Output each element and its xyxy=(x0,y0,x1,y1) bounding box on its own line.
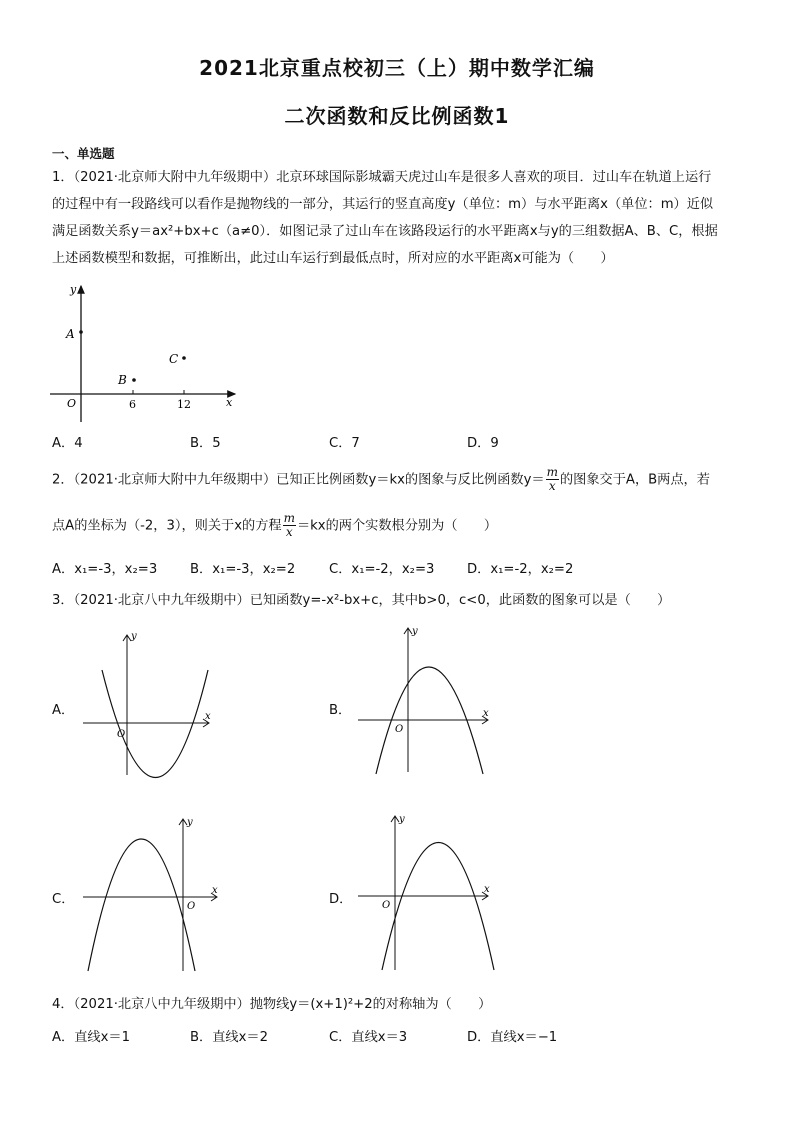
q4-option-b: B．直线x＝2 xyxy=(190,1030,268,1045)
q2-fraction-2-den: x xyxy=(285,525,293,539)
q3-graph-a xyxy=(75,625,225,785)
q1-line-4: 上述函数模型和数据，可推断出，此过山车运行到最低点时，所对应的水平距离x可能为（ ） xyxy=(52,251,614,266)
q3c-y-label: y xyxy=(187,817,193,828)
q3-graph-c xyxy=(75,815,225,975)
q1-option-b: B．5 xyxy=(190,436,221,451)
q2-line-2 xyxy=(52,512,497,539)
q3-question: 3．（2021·北京八中九年级期中）已知函数y=-x²-bx+c，其中b>0，c<0，此函数的图象可以是（ ） xyxy=(52,593,671,608)
q1-point-b xyxy=(132,378,136,382)
q1-option-a: A．4 xyxy=(52,436,83,451)
q3a-origin-label: O xyxy=(117,729,126,740)
q2-option-c: C．x₁=-2，x₂=3 xyxy=(329,562,435,577)
q1-point-b-label: B xyxy=(118,373,127,387)
q1-figure xyxy=(45,280,245,425)
section-label: 一、单选题 xyxy=(52,146,115,161)
q4-option-d: D．直线x＝−1 xyxy=(467,1030,558,1045)
q1-origin-label: O xyxy=(67,397,77,410)
q2-fraction-2 xyxy=(283,512,296,539)
q3c-x-label: x xyxy=(212,885,218,896)
q3b-origin-label: O xyxy=(395,724,404,735)
q1-tick-12-label: 12 xyxy=(177,398,191,411)
q1-line-1: 1．（2021·北京师大附中九年级期中）北京环球国际影城霸天虎过山车是很多人喜欢的项目．过山车在轨道上运行 xyxy=(52,170,712,185)
q3b-x-label: x xyxy=(483,708,489,719)
q4-option-a: A．直线x＝1 xyxy=(52,1030,130,1045)
q2-fraction-2-num: m xyxy=(283,511,295,525)
q1-option-c: C．7 xyxy=(329,436,360,451)
q2-text-3: 点A的坐标为（-2，3），则关于x的方程 xyxy=(52,518,282,534)
page-title: 2021北京重点校初三（上）期中数学汇编 xyxy=(199,56,595,80)
q1-x-label: x xyxy=(226,396,233,409)
q3-option-c: C． xyxy=(52,892,75,907)
q3-graph-d xyxy=(352,810,502,975)
q1-line-3: 满足函数关系y＝ax²+bx+c（a≠0）．如图记录了过山车在该路段运行的水平距离x与y的三组数据A、B、C，根据 xyxy=(52,224,718,239)
q2-option-d: D．x₁=-2，x₂=2 xyxy=(467,562,574,577)
q3-graph-b xyxy=(352,622,502,782)
q1-point-c xyxy=(182,356,186,360)
q2-text-1: 2．（2021·北京师大附中九年级期中）已知正比例函数y＝kx的图象与反比例函数y＝ xyxy=(52,472,545,488)
page-subtitle: 二次函数和反比例函数1 xyxy=(284,104,510,128)
q2-option-b: B．x₁=-3，x₂=2 xyxy=(190,562,296,577)
q2-text-2: 的图象交于A，B两点，若 xyxy=(559,472,710,488)
q3a-x-label: x xyxy=(205,711,211,722)
q2-option-a: A．x₁=-3，x₂=3 xyxy=(52,562,158,577)
q2-fraction-1 xyxy=(546,466,559,493)
q2-line-1 xyxy=(52,466,710,493)
q3d-y-label: y xyxy=(399,814,405,825)
q3a-y-label: y xyxy=(131,631,137,642)
q1-line-2: 的过程中有一段路线可以看作是抛物线的一部分，其运行的竖直高度y（单位：m）与水平距离x（单位：m）近似 xyxy=(52,197,714,212)
q1-option-d: D．9 xyxy=(467,436,499,451)
q3d-x-label: x xyxy=(484,884,490,895)
q1-point-c-label: C xyxy=(169,352,179,366)
q3d-parabola xyxy=(382,843,494,971)
q3a-parabola xyxy=(102,670,208,778)
q4-option-c: C．直线x＝3 xyxy=(329,1030,408,1045)
q4-question: 4．（2021·北京八中九年级期中）抛物线y＝(x+1)²+2的对称轴为（ ） xyxy=(52,997,492,1012)
q1-y-label: y xyxy=(70,283,77,296)
q3d-origin-label: O xyxy=(382,900,391,911)
q3-option-d: D． xyxy=(329,892,353,907)
q2-text-4: ＝kx的两个实数根分别为（ ） xyxy=(296,518,498,534)
q1-point-a xyxy=(79,330,83,334)
q3b-y-label: y xyxy=(412,626,418,637)
q1-tick-6-label: 6 xyxy=(129,398,136,411)
q3-option-a: A． xyxy=(52,703,75,718)
q2-fraction-1-num: m xyxy=(546,465,558,479)
q2-fraction-1-den: x xyxy=(548,479,556,493)
q1-point-a-label: A xyxy=(66,327,75,341)
q3c-origin-label: O xyxy=(187,901,196,912)
q3-option-b: B． xyxy=(329,703,352,718)
q3c-parabola xyxy=(88,839,195,971)
